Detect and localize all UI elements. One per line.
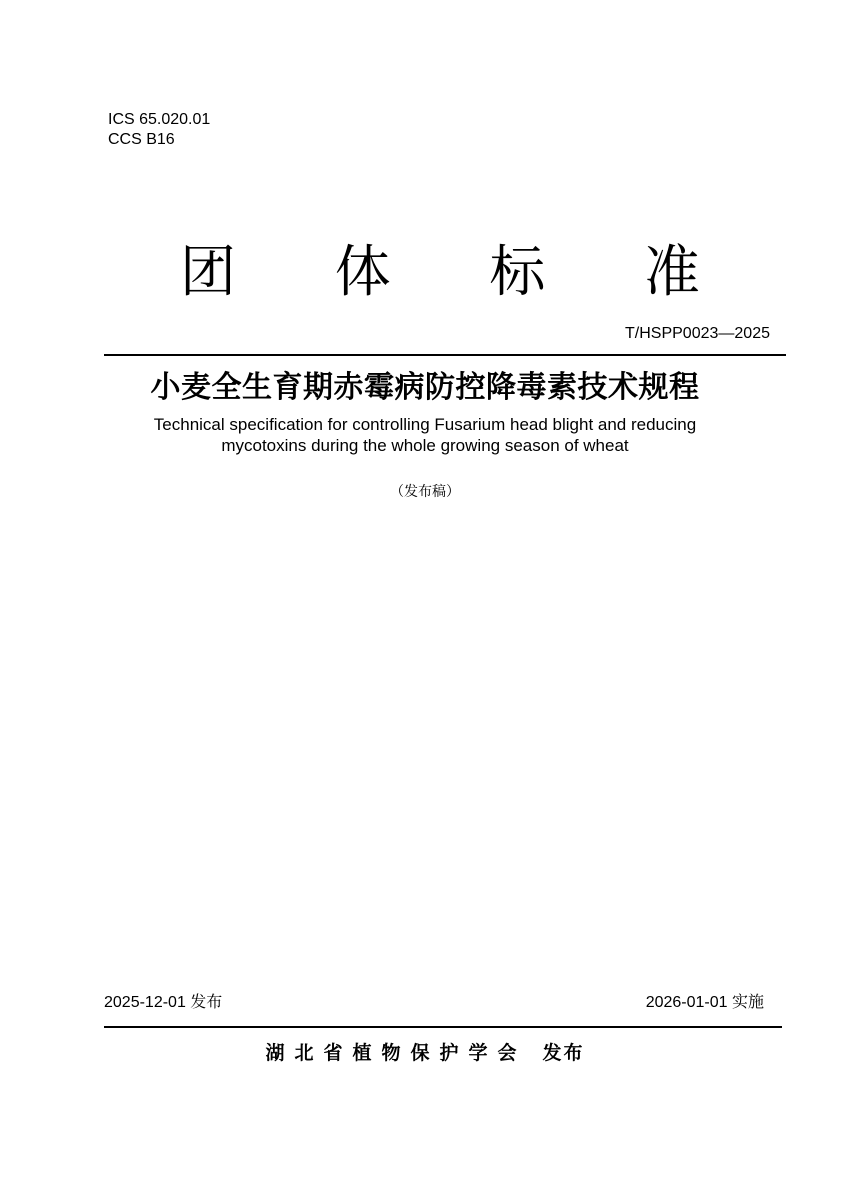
footer-divider	[104, 1026, 782, 1028]
standard-type-char: 团	[180, 240, 236, 305]
title-chinese: 小麦全生育期赤霉病防控降毒素技术规程	[150, 370, 700, 405]
publisher-action: 发布	[542, 1042, 585, 1064]
ccs-code: CCS B16	[108, 131, 175, 148]
publisher-organization: 湖北省植物保护学会	[265, 1042, 527, 1064]
standard-type-char: 准	[643, 240, 700, 305]
header-divider	[104, 354, 786, 356]
standard-number: T/HSPP0023—2025	[625, 325, 770, 342]
classification-codes	[108, 110, 210, 150]
standard-type-char: 标	[489, 240, 546, 305]
ics-code: ICS 65.020.01	[108, 111, 211, 128]
title-english	[60, 414, 790, 456]
standard-type-heading	[180, 238, 700, 308]
implement-date: 2026-01-01 实施	[645, 994, 764, 1011]
standard-type-char: 体	[334, 240, 391, 305]
title-english-line: Technical specification for controlling Fusarium head blight and reducing	[153, 415, 697, 434]
draft-status: （发布稿）	[390, 484, 460, 500]
title-english-line: mycotoxins during the whole growing season of wheat	[221, 436, 629, 455]
publish-date: 2025-12-01 发布	[104, 994, 223, 1011]
publisher-line	[0, 1040, 850, 1066]
